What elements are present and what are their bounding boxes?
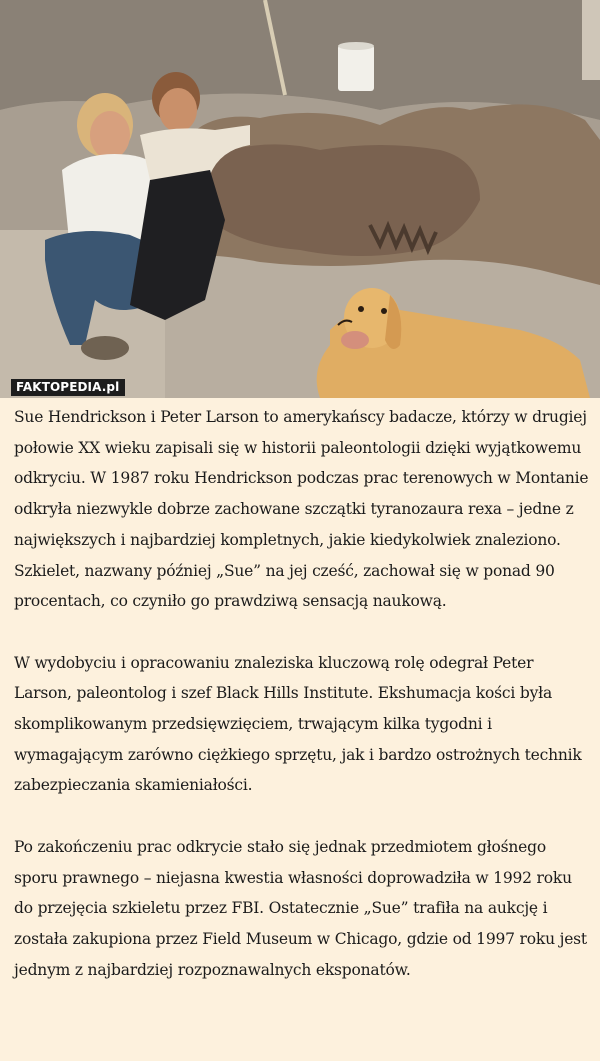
article-photo [0, 0, 600, 398]
article-paragraph-3: Po zakończeniu prac odkrycie stało się jednak przedmiotem głośnego sporu prawnego – niejasna kwestia własności doprowadziła w 1992 roku do przejęcia szkieletu przez FBI. Ostatecznie „Sue” trafiła na aukcję i została zakupiona przez Field Museum w Chicago, gdzie od 1997 roku jest jednym z najbardziej rozpoznawalnych eksponatów. [14, 837, 587, 979]
photo-illustration [0, 0, 600, 398]
article-paragraph-2: W wydobyciu i opracowaniu znaleziska kluczową rolę odegrał Peter Larson, paleontolog i szef Black Hills Institute. Ekshumacja kości była skomplikowanym przedsięwzięciem, trwającym kilka tygodni i wymagającym zarówno ciężkiego sprzętu, jak i bardzo ostrożnych technik zabezpieczania skamieniałości. [14, 653, 582, 795]
faktopedia-watermark: FAKTOPEDIA.pl [11, 379, 125, 396]
article-body [14, 402, 590, 985]
article-paragraph-1: Sue Hendrickson i Peter Larson to amerykańscy badacze, którzy w drugiej połowie XX wieku zapisali się w historii paleontologii dzięki wyjątkowemu odkryciu. W 1987 roku Hendrickson podczas prac terenowych w Montanie odkryła niezwykle dobrze zachowane szczątki tyranozaura rexa – jedne z największych i najbardziej kompletnych, jakie kiedykolwiek znaleziono. Szkielet, nazwany później „Sue” na jej cześć, zachował się w ponad 90 procentach, co czyniło go prawdziwą sensacją naukową. [14, 408, 589, 611]
